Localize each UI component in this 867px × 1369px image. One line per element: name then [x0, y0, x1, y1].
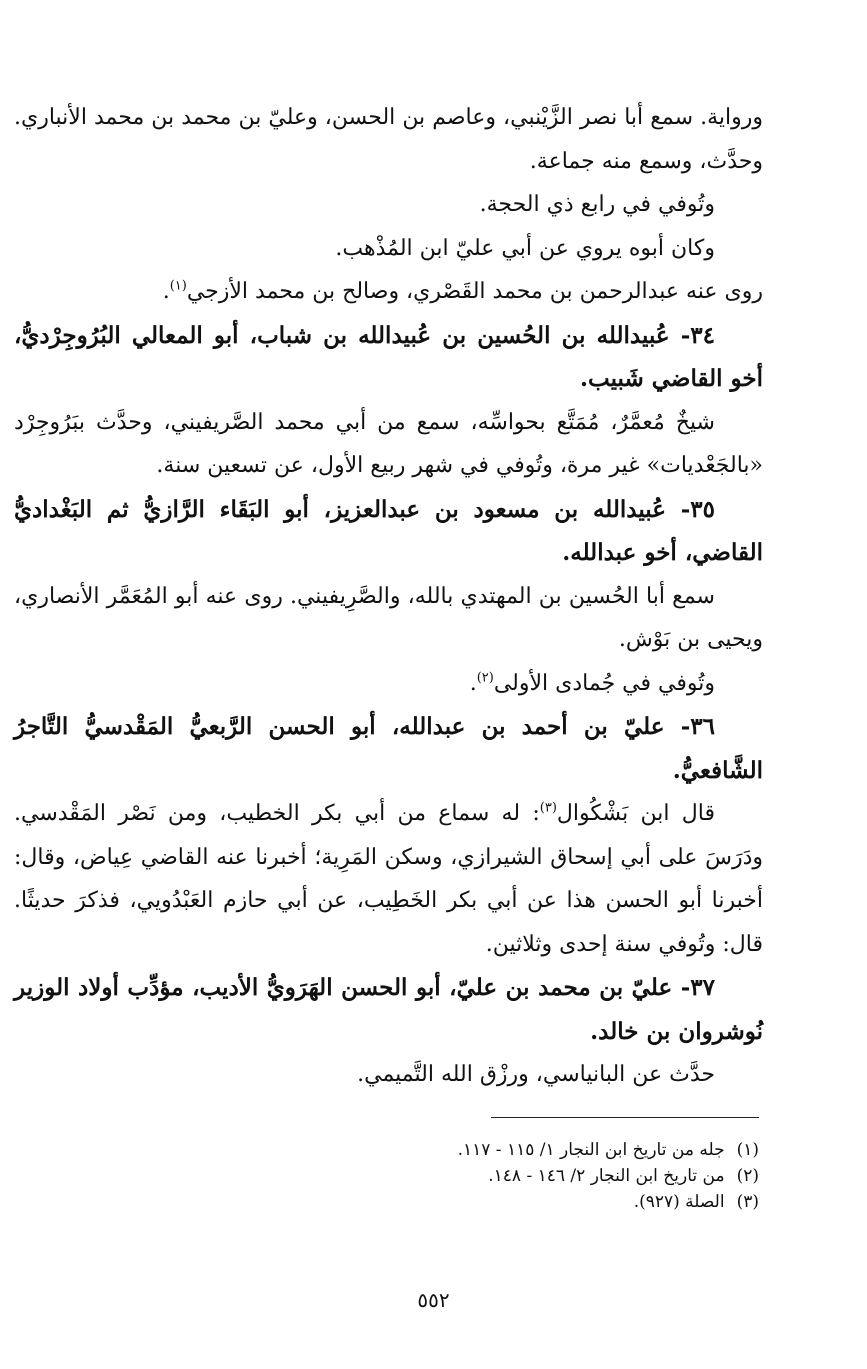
footnote-1 — [109, 1137, 759, 1163]
paragraph-father: وكان أبوه يروي عن أبي عليّ ابن المُذْهب. — [335, 235, 715, 261]
entry-35-death-end: . — [469, 670, 477, 696]
entry-34-number: ٣٤- — [680, 321, 715, 349]
entry-35-death-text: وتُوفي في جُمادى الأولى — [493, 670, 715, 696]
main-text — [14, 96, 763, 1097]
entry-35-number: ٣٥- — [680, 495, 715, 523]
footnote-3-number: (٣) — [736, 1192, 759, 1212]
entry-34-text: شيخٌ مُعمَّرٌ، مُمَتَّع بحواسِّه، سمع من أبي محمد الصَّريفيني، وحدَّث ببَرُوجِرْد «بالجَعْديات» غير مرة، وتُوفي في شهر ربيع الأول، عن تسعين سنة. — [14, 409, 763, 478]
footnotes — [109, 1137, 759, 1215]
narrators-end: . — [162, 279, 170, 304]
entry-37-heading — [14, 966, 763, 1053]
entry-35-heading — [14, 488, 763, 575]
footnote-mark-2: (٢) — [476, 670, 494, 686]
page-number: ٥٥٢ — [417, 1288, 450, 1312]
footnote-1-number: (١) — [736, 1140, 759, 1160]
footnote-mark-3: (٣) — [539, 800, 557, 816]
entry-34-heading — [14, 314, 763, 401]
entry-36-title: عليّ بن أحمد بن عبدالله، أبو الحسن الرَّبعيُّ المَقْدسيُّ التَّاجرُ الشَّافعيُّ. — [14, 713, 763, 784]
footnote-3-text: الصلة (٩٢٧). — [633, 1192, 725, 1212]
entry-35-title: عُبيدالله بن مسعود بن عبدالعزيز، أبو البَقَاء الرَّازيُّ ثم البَغْداديُّ القاضي، أخو عبدالله. — [14, 495, 763, 566]
entry-35-death — [14, 662, 763, 706]
entry-37-text: حدَّث عن البانياسي، ورزْق الله التَّميمي. — [357, 1062, 715, 1087]
entry-37-title: عليّ بن محمد بن عليّ، أبو الحسن الهَرَويُّ الأديب، مؤدِّب أولاد الوزير نُوشروان بن خالد. — [14, 974, 763, 1045]
entry-36-text-start: قال ابن بَشْكُوال — [556, 801, 715, 826]
footnote-2-text: من تاريخ ابن النجار ٢/ ١٤٦ - ١٤٨. — [488, 1166, 725, 1186]
paragraph-narrators — [14, 270, 763, 314]
entry-35-text: سمع أبا الحُسين بن المهتدي بالله، والصَّرِيفيني. روى عنه أبو المُعَمَّر الأنصاري، ويحيى بن بَوْش. — [14, 583, 763, 652]
entry-36-number: ٣٦- — [680, 713, 715, 740]
footnote-1-text: جله من تاريخ ابن النجار ١/ ١١٥ - ١١٧. — [457, 1140, 725, 1160]
footnote-3 — [109, 1189, 759, 1215]
footnote-2 — [109, 1163, 759, 1189]
footnote-2-number: (٢) — [736, 1166, 759, 1186]
entry-36-text — [14, 792, 763, 966]
entry-36-heading — [14, 705, 763, 792]
footnote-mark-1: (١) — [169, 278, 187, 294]
narrators-text: روى عنه عبدالرحمن بن محمد القَصْري، وصالح بن محمد الأزجي — [186, 279, 763, 304]
entry-34-title: عُبيدالله بن الحُسين بن عُبيدالله بن شباب، أبو المعالي البُرُوجِرْديُّ، أخو القاضي شَبيب. — [14, 321, 763, 392]
entry-37-number: ٣٧- — [680, 974, 715, 1001]
paragraph-continuation: ورواية. سمع أبا نصر الزَّيْنبي، وعاصم بن الحسن، وعليّ بن محمد بن محمد الأنباري. وحدَّث، وسمع منه جماعة. — [14, 105, 763, 174]
entry-36-text-rest: : له سماع من أبي بكر الخطيب، ومن نَصْر المَقْدسي. ودَرَسَ على أبي إسحاق الشيرازي، وسكن المَرِية؛ أخبرنا عنه القاضي عِياض، وقال: أخبرنا أبو الحسن هذا عن أبي بكر الخَطِيب، عن أبي حازم العَبْدُويي، فذكرَ حديثًا. قال: وتُوفي سنة إحدى وثلاثين. — [14, 801, 763, 957]
paragraph-death-date: وتُوفي في رابع ذي الحجة. — [479, 192, 715, 217]
footnote-divider — [491, 1117, 759, 1118]
